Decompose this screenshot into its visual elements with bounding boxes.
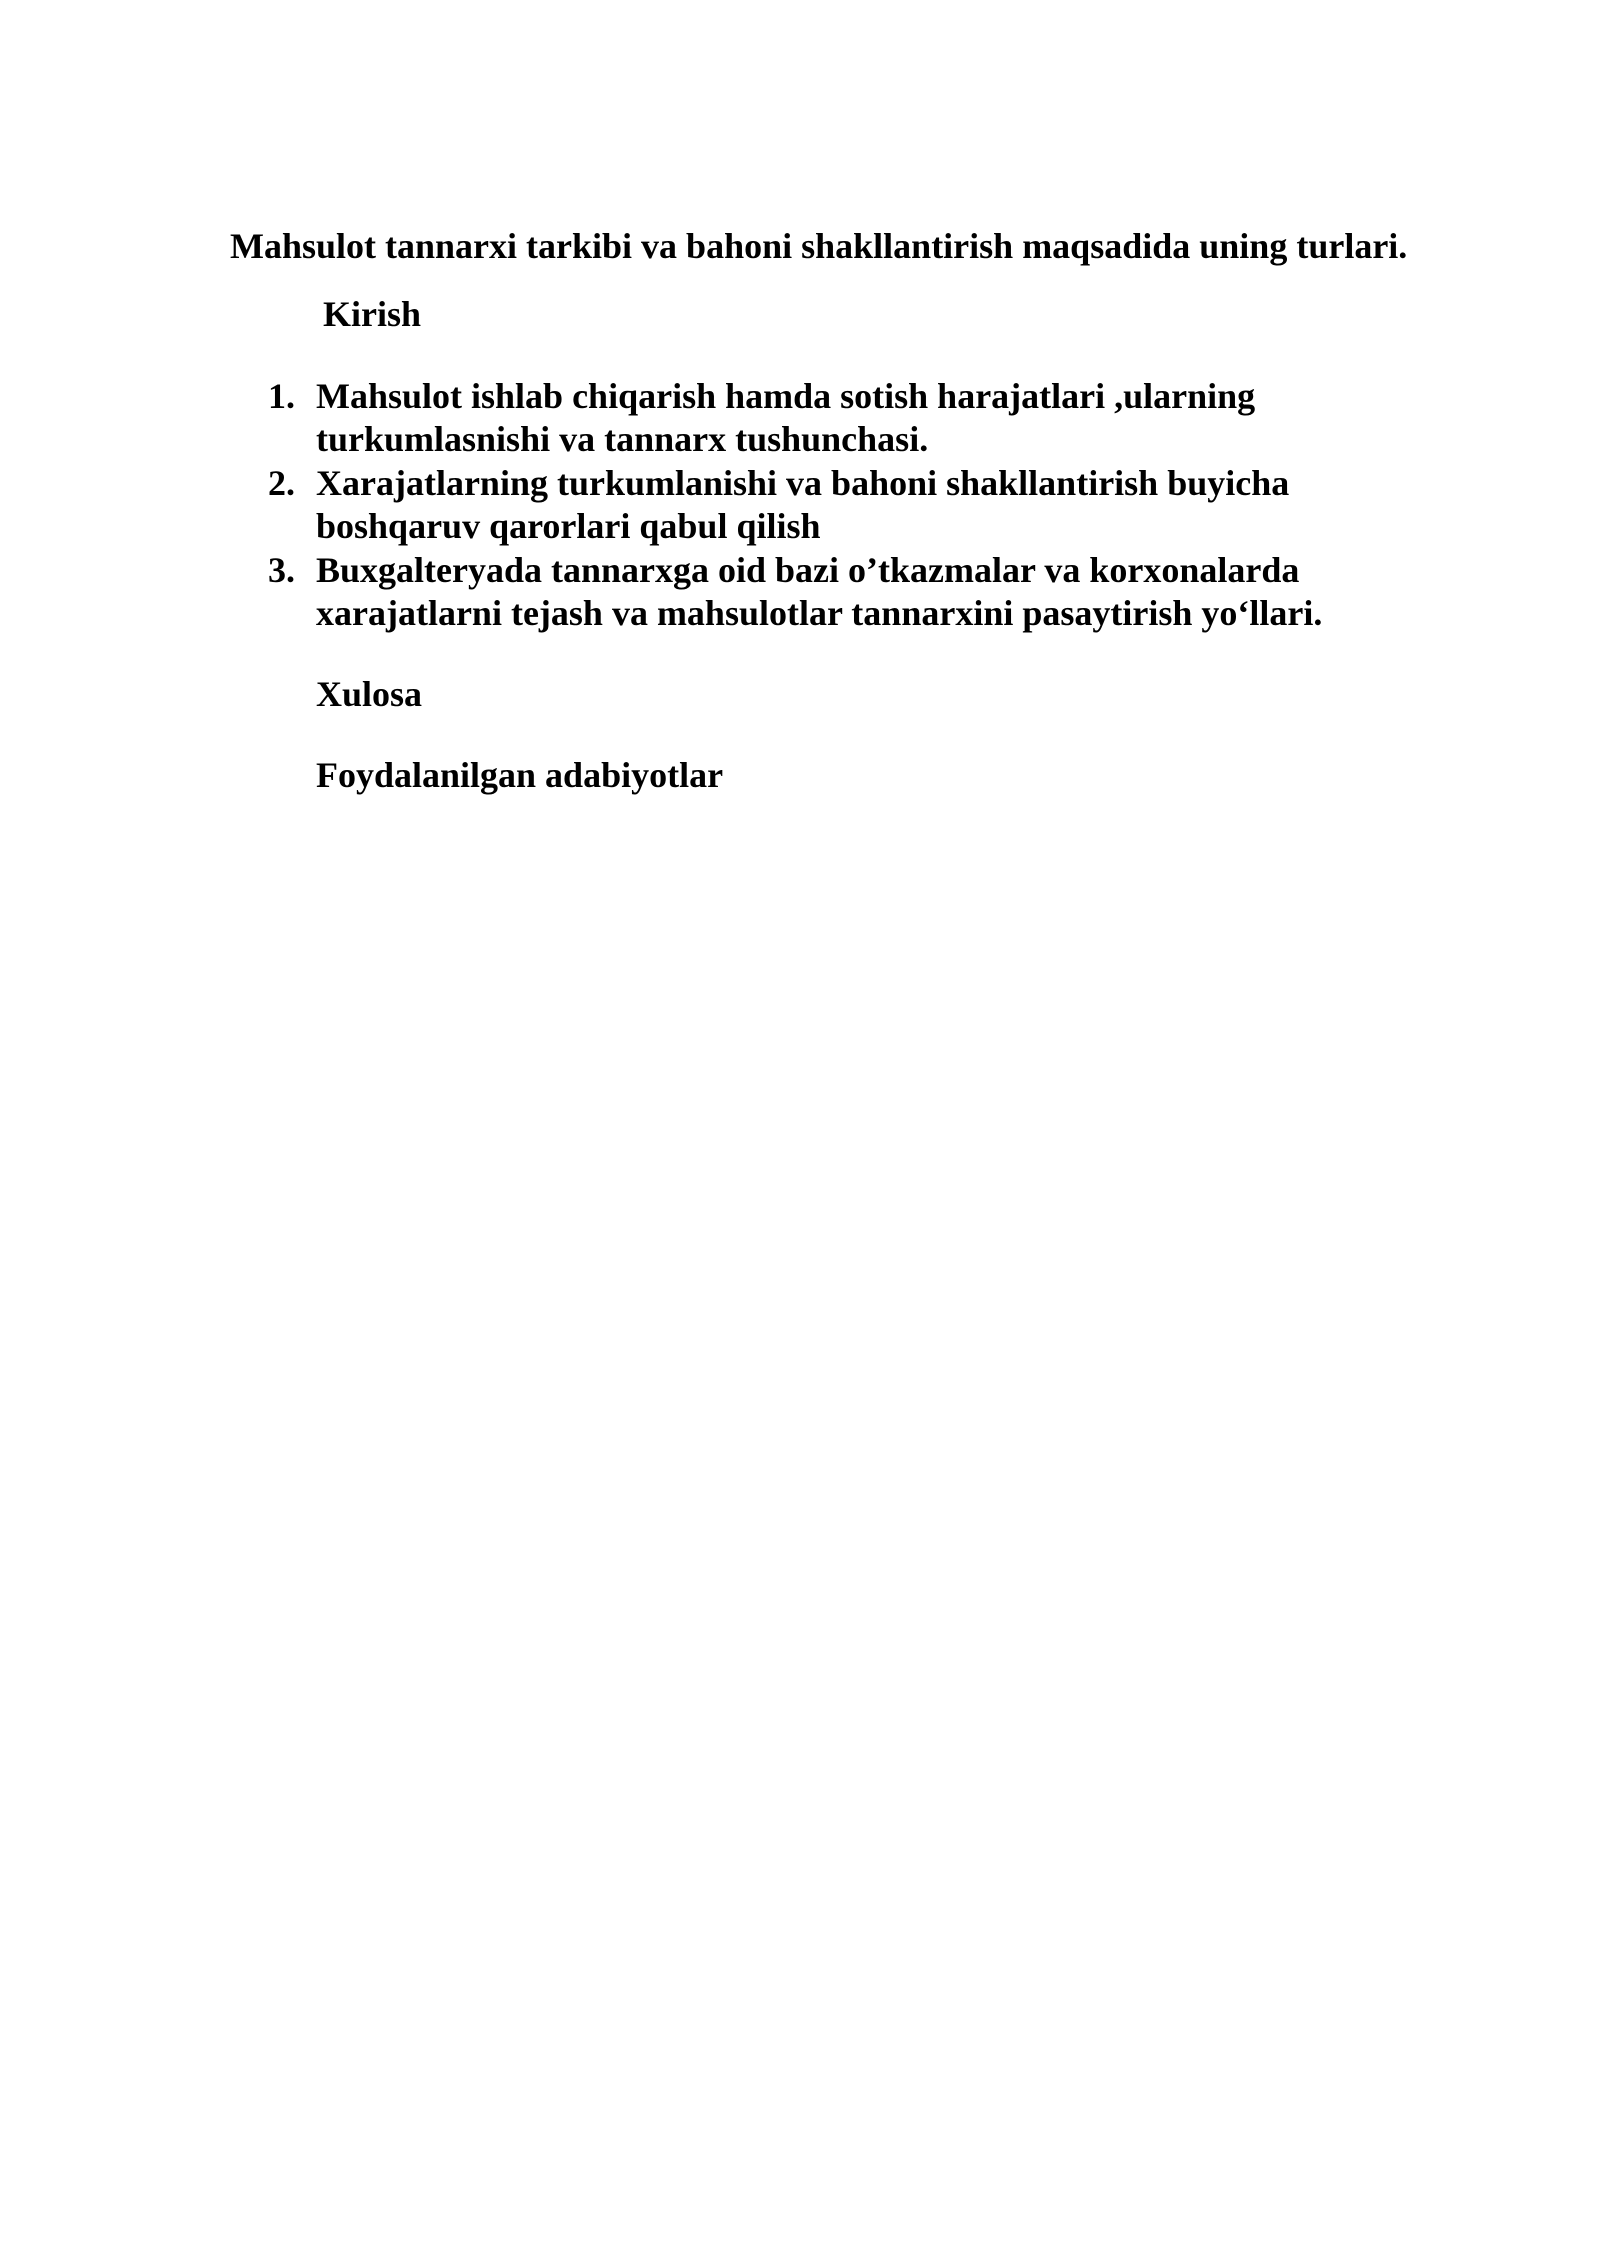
section-references: Foydalanilgan adabiyotlar xyxy=(316,755,724,795)
toc-item-1 xyxy=(268,375,1418,461)
document-title: Mahsulot tannarxi tarkibi va bahoni shakllantirish maqsadida uning turlari. xyxy=(230,226,1408,266)
toc-item-3 xyxy=(268,549,1418,635)
toc-item-text: Buxgalteryada tannarxga oid bazi o’tkazmalar va korxonalarda xarajatlarni tejash va mahsulotlar tannarxini pasaytirish yo‘llari. xyxy=(316,550,1323,633)
toc-item-text: Mahsulot ishlab chiqarish hamda sotish harajatlari ,ularning turkumlasnishi va tannarx tushunchasi. xyxy=(316,376,1256,459)
section-conclusion: Xulosa xyxy=(316,674,423,714)
section-intro: Kirish xyxy=(323,294,422,334)
toc-item-2 xyxy=(268,462,1418,548)
toc-item-number: 2. xyxy=(268,463,295,503)
toc-item-number: 3. xyxy=(268,550,295,590)
table-of-contents xyxy=(268,375,1418,636)
toc-item-text: Xarajatlarning turkumlanishi va bahoni shakllantirish buyicha boshqaruv qarorlari qabul qilish xyxy=(316,463,1290,546)
toc-item-number: 1. xyxy=(268,376,295,416)
